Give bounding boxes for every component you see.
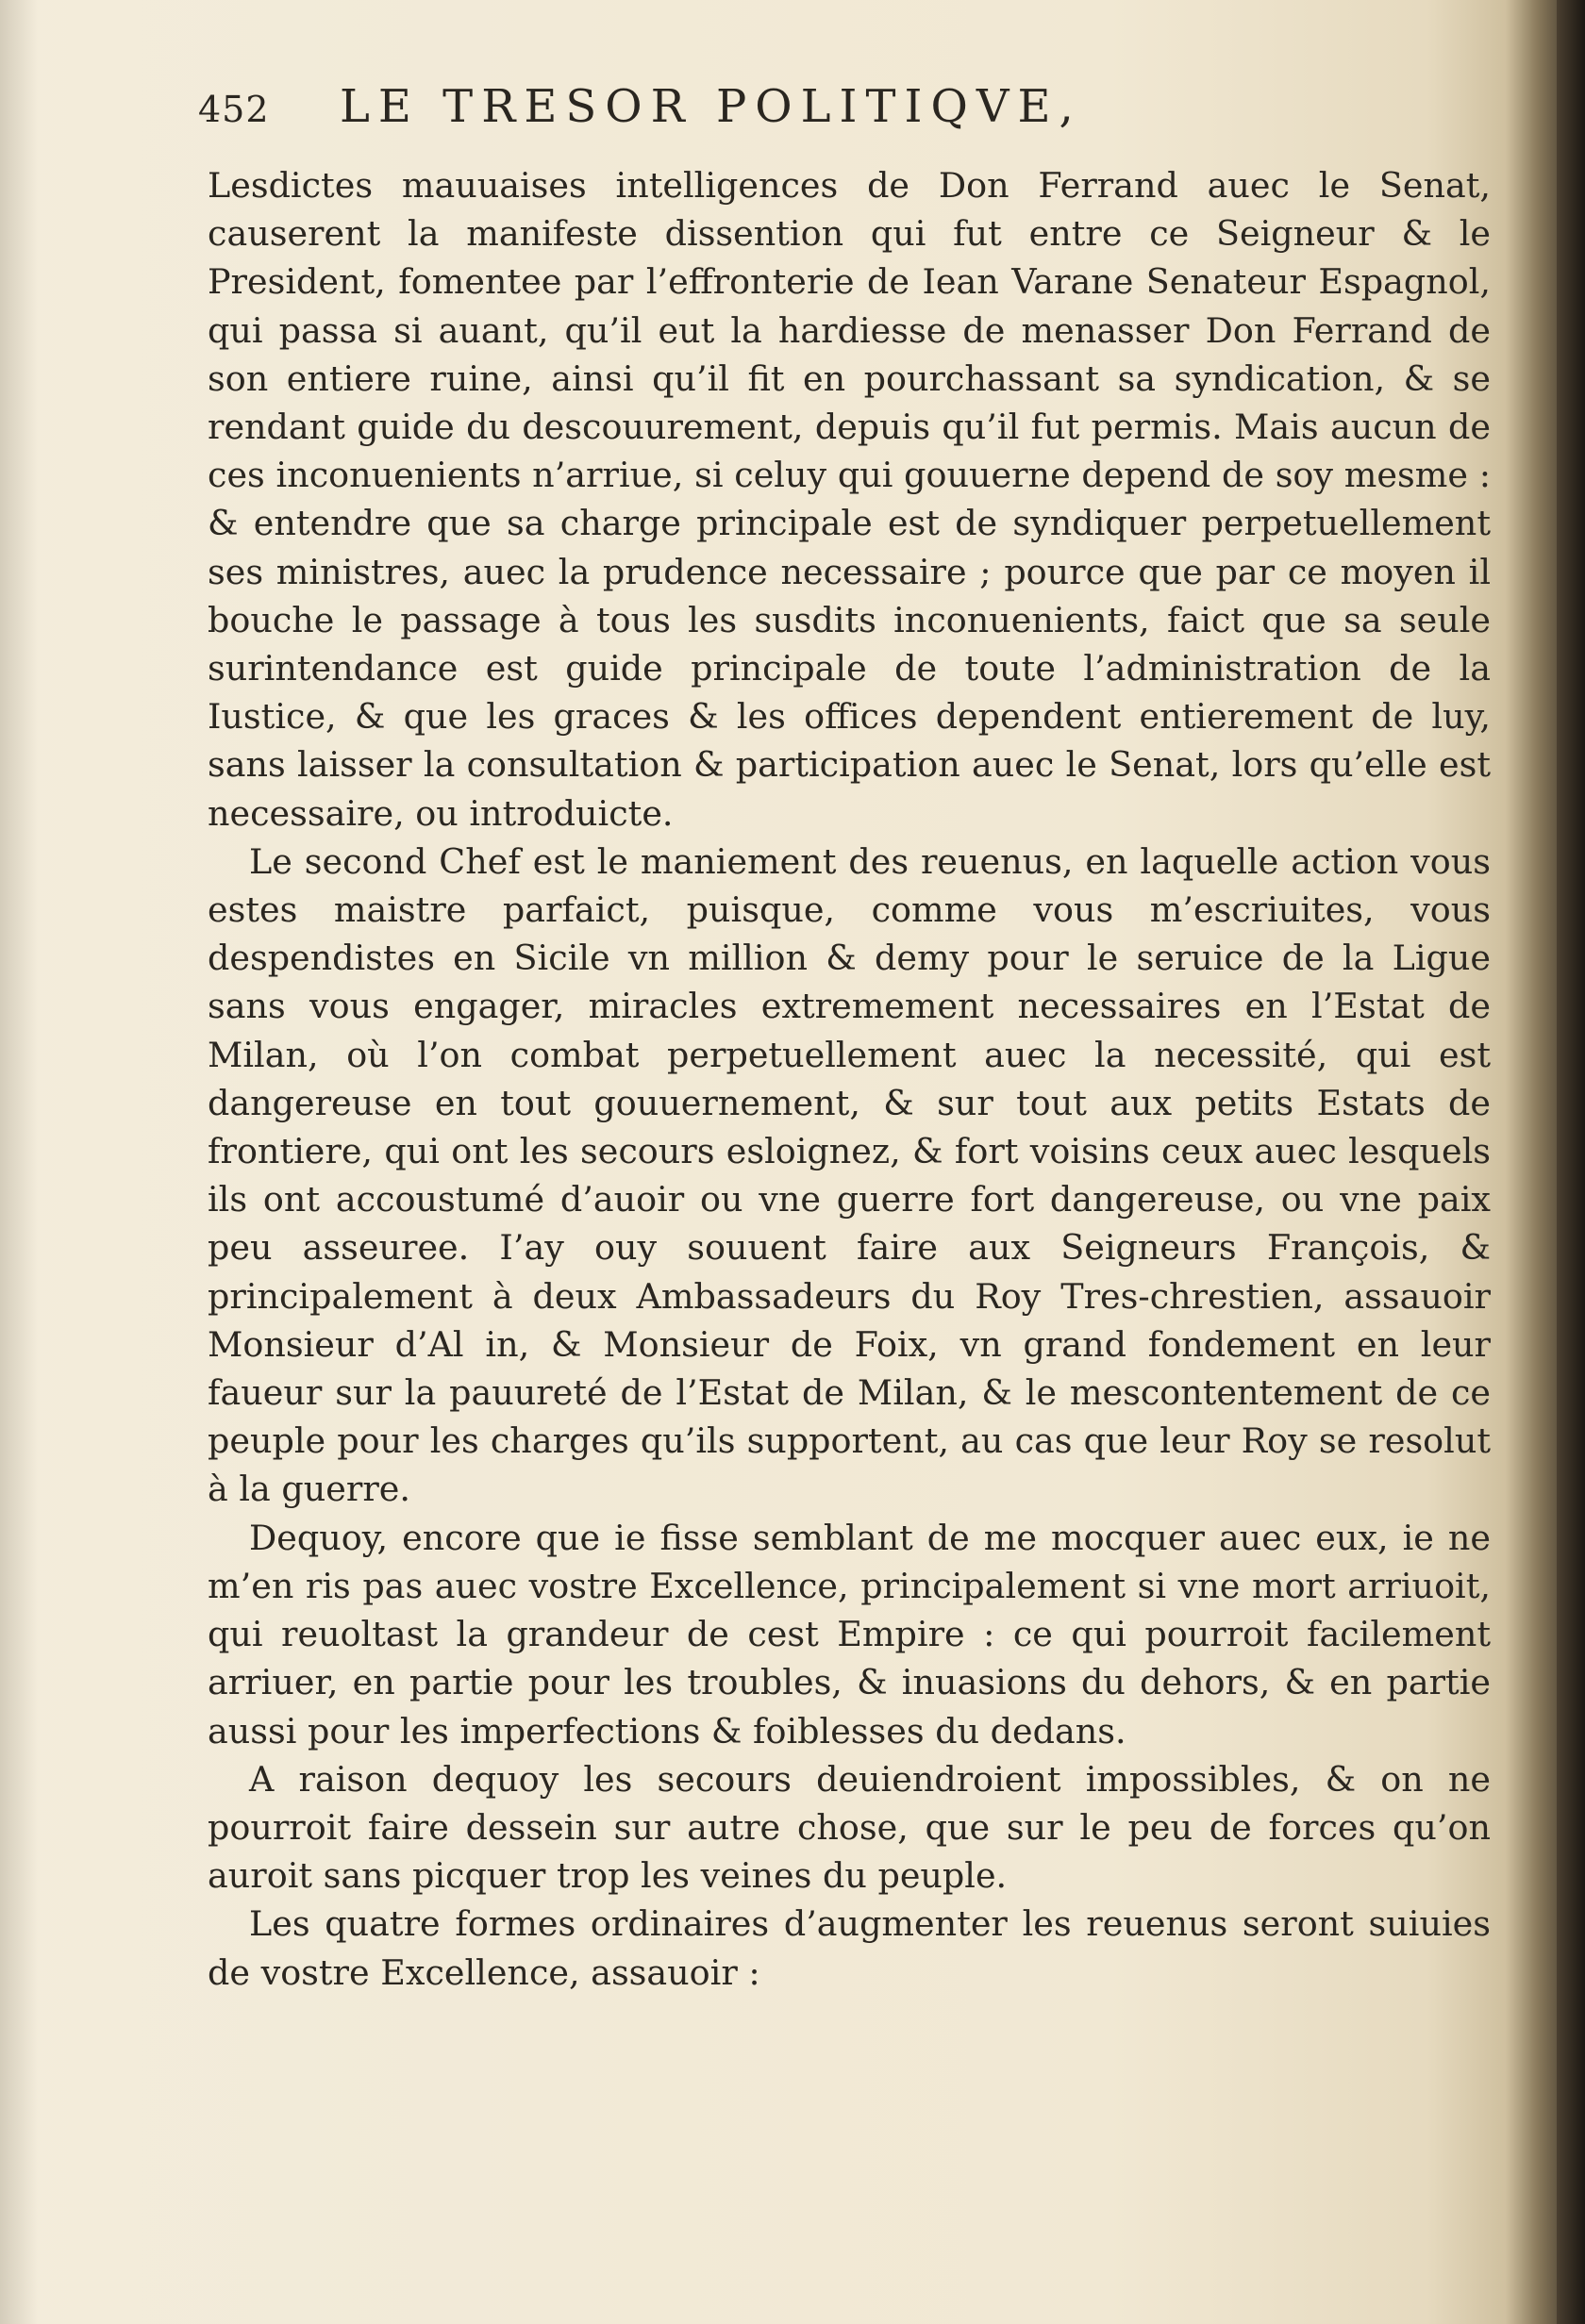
paragraph-3: Dequoy, encore que ie fisse semblant de me mocquer auec eux, ie ne m’en ris pas auec vostre Excellence, principalement si vne mort arriuoit, qui reuoltast la grandeur de cest Empire : ce qui pourroit facilement arriuer, en partie pour les troubles, & inuasions du dehors, & en partie aussi pour les imperfections & foiblesses du dedans. bbox=[208, 1517, 1491, 1751]
running-head bbox=[198, 80, 1491, 161]
body-text bbox=[208, 161, 1491, 1997]
page-text-block bbox=[198, 80, 1491, 1997]
page-gutter-shadow bbox=[0, 0, 38, 2324]
paragraph-4: A raison dequoy les secours deuiendroient impossibles, & on ne pourroit faire dessein sur autre chose, que sur le peu de forces qu’on auroit sans picquer trop les veines du peuple. bbox=[208, 1758, 1491, 1897]
paragraph-2: Le second Chef est le maniement des reuenus, en laquelle action vous estes maistre parfaict, puisque, comme vous m’escriuites, vous despendistes en Sicile vn million & demy pour le seruice de la Ligue sans vous engager, miracles extremement necessaires en l’Estat de Milan, où l’on combat perpetuellement auec la necessité, qui est dangereuse en tout gouuernement, & sur tout aux petits Estats de frontiere, qui ont les secours esloignez, & fort voisins ceux auec lesquels ils ont accoustumé d’auoir ou vne guerre fort dangereuse, ou vne paix peu asseuree. I’ay ouy souuent faire aux Seigneurs François, & principalement à deux Ambassadeurs du Roy Tres-chrestien, assauoir Monsieur d’Al in, & Monsieur de Foix, vn grand fondement en leur faueur sur la pauureté de l’Estat de Milan, & le mescontentement de ce peuple pour les charges qu’ils supportent, au cas que leur Roy se resolut à la guerre. bbox=[208, 840, 1491, 1510]
paragraph-5: Les quatre formes ordinaires d’augmenter les reuenus seront suiuies de vostre Excellence, assauoir : bbox=[208, 1903, 1491, 1993]
running-title: LE TRESOR POLITIQVE, bbox=[340, 80, 1082, 133]
page-edge-binding bbox=[1557, 0, 1585, 2324]
page-number: 452 bbox=[198, 89, 270, 130]
paragraph-1: Lesdictes mauuaises intelligences de Don Ferrand auec le Senat, causerent la manifeste dissention qui fut entre ce Seigneur & le President, fomentee par l’effronterie de Iean Varane Senateur Espagnol, qui passa si auant, qu’il eut la hardiesse de menasser Don Ferrand de son entiere ruine, ainsi qu’il fit en pourchassant sa syndication, & se rendant guide du descouurement, depuis qu’il fut permis. Mais aucun de ces inconuenients n’arriue, si celuy qui gouuerne depend de soy mesme : & entendre que sa charge principale est de syndiquer perpetuellement ses ministres, auec la prudence necessaire ; pource que par ce moyen il bouche le passage à tous les susdits inconuenients, faict que sa seule surintendance est guide principale de toute l’administration de la Iustice, & que les graces & les offices dependent entierement de luy, sans laisser la consultation & participation auec le Senat, lors qu’elle est necessaire, ou introduicte. bbox=[208, 165, 1491, 834]
